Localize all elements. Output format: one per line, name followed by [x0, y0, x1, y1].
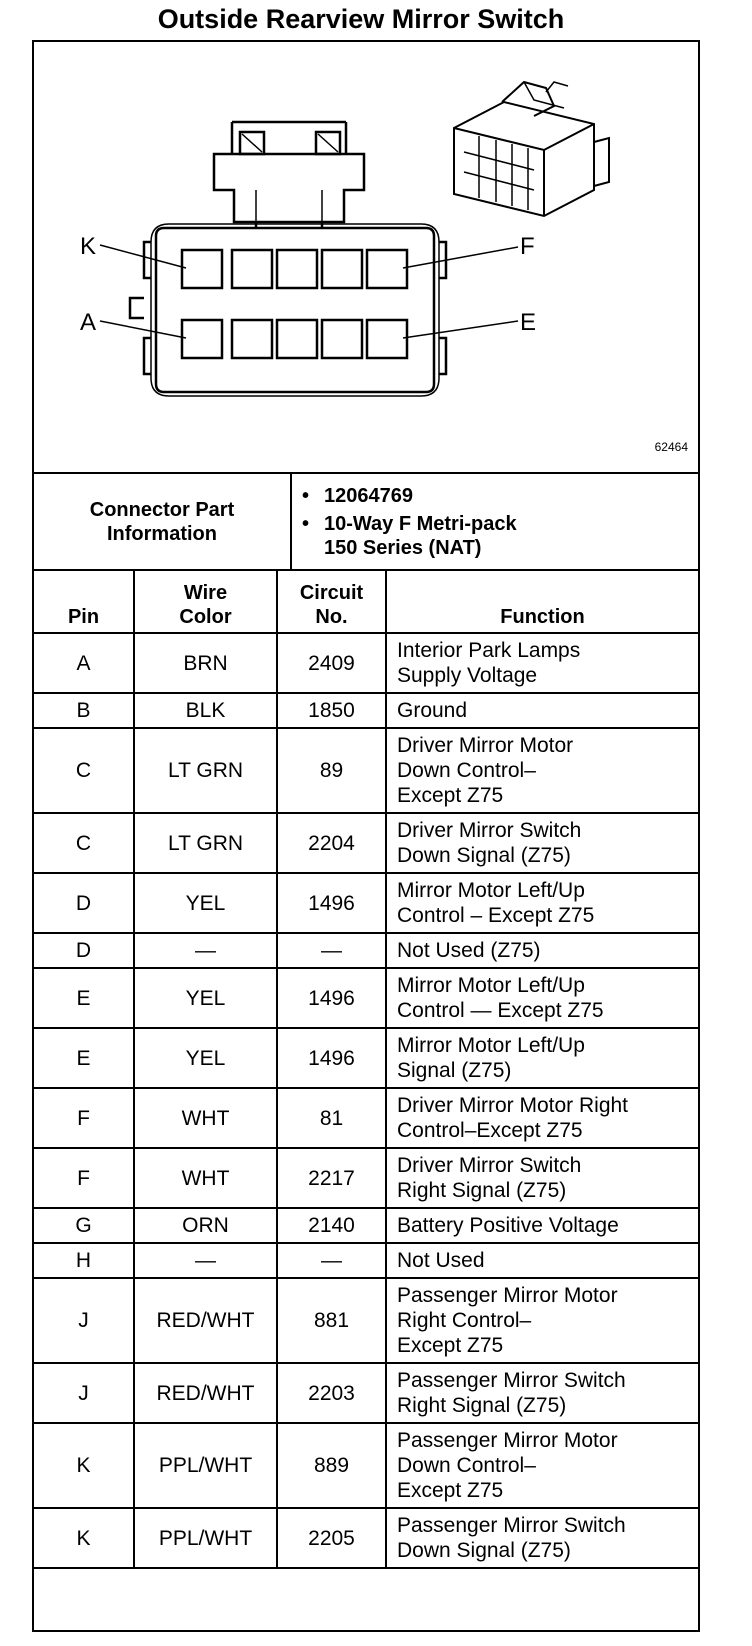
table-row — [34, 1243, 698, 1278]
function-cell — [386, 813, 698, 873]
part-info-item — [302, 484, 517, 508]
pin-label-f: F — [520, 233, 535, 260]
function-line: Right Control– — [397, 1309, 532, 1332]
function-line: Supply Voltage — [397, 664, 538, 687]
function-cell — [386, 1278, 698, 1363]
table-row — [34, 728, 698, 813]
connector-face-drawing — [34, 42, 698, 472]
function-cell — [386, 633, 698, 693]
pin-cell: K — [34, 1508, 134, 1568]
pin-cell: E — [34, 1028, 134, 1088]
function-cell — [386, 1148, 698, 1208]
function-line: Down Signal (Z75) — [397, 844, 571, 867]
page-title: Outside Rearview Mirror Switch — [157, 4, 565, 34]
pin-cell: K — [34, 1423, 134, 1508]
connector-type-line1: 10-Way F Metri-pack — [324, 513, 517, 535]
circuit-cell: 1850 — [277, 693, 386, 728]
pin-label-a: A — [80, 309, 97, 336]
function-line: Except Z75 — [397, 1479, 504, 1502]
wire-color-cell: WHT — [134, 1088, 277, 1148]
pin-cell: J — [34, 1278, 134, 1363]
circuit-cell: 889 — [277, 1423, 386, 1508]
part-info-item — [302, 512, 517, 560]
circuit-cell: 89 — [277, 728, 386, 813]
function-line: Driver Mirror Motor — [397, 734, 574, 757]
figure-number: 62464 — [654, 440, 688, 454]
wire-color-cell: YEL — [134, 1028, 277, 1088]
function-line: Mirror Motor Left/Up — [397, 879, 585, 902]
function-cell — [386, 1423, 698, 1508]
pin-cell: H — [34, 1243, 134, 1278]
table-row — [34, 968, 698, 1028]
function-cell — [386, 873, 698, 933]
function-cell — [386, 693, 698, 728]
wire-color-cell: PPL/WHT — [134, 1508, 277, 1568]
wire-color-cell: RED/WHT — [134, 1278, 277, 1363]
function-line: Control – Except Z75 — [397, 904, 595, 927]
function-cell — [386, 1363, 698, 1423]
function-line: Passenger Mirror Motor — [397, 1429, 618, 1452]
header-wire-color: Wire Color — [134, 571, 277, 633]
part-info-label-line1: Connector Part — [89, 498, 235, 521]
wire-color-cell: RED/WHT — [134, 1363, 277, 1423]
circuit-cell: 2203 — [277, 1363, 386, 1423]
function-line: Driver Mirror Switch — [397, 1154, 582, 1177]
bullet: • — [302, 485, 310, 507]
circuit-cell: — — [277, 933, 386, 968]
bullet: • — [302, 513, 310, 535]
table-row — [34, 1278, 698, 1363]
function-line: Control–Except Z75 — [397, 1119, 583, 1142]
function-line: Right Signal (Z75) — [397, 1179, 567, 1202]
header-function: Function — [386, 571, 698, 633]
connector-diagram — [34, 42, 698, 474]
wire-color-cell: BLK — [134, 693, 277, 728]
function-line: Interior Park Lamps — [397, 639, 581, 662]
function-line: Mirror Motor Left/Up — [397, 1034, 585, 1057]
function-cell — [386, 1243, 698, 1278]
function-line: Right Signal (Z75) — [397, 1394, 567, 1417]
table-row — [34, 693, 698, 728]
wire-color-cell: BRN — [134, 633, 277, 693]
function-line: Driver Mirror Switch — [397, 819, 582, 842]
pin-cell: E — [34, 968, 134, 1028]
header-pin: Pin — [34, 571, 134, 633]
function-line: Down Signal (Z75) — [397, 1539, 571, 1562]
table-row — [34, 813, 698, 873]
pin-cell: J — [34, 1363, 134, 1423]
function-line: Down Control– — [397, 759, 536, 782]
table-row — [34, 1208, 698, 1243]
wire-color-cell: ORN — [134, 1208, 277, 1243]
connector-sheet — [32, 40, 700, 1632]
circuit-cell: 1496 — [277, 873, 386, 933]
function-cell — [386, 933, 698, 968]
function-line: Battery Positive Voltage — [397, 1214, 619, 1237]
table-row — [34, 1028, 698, 1088]
function-line: Passenger Mirror Switch — [397, 1369, 626, 1392]
part-number: 12064769 — [324, 485, 413, 507]
function-cell — [386, 728, 698, 813]
connector-type-line2: 150 Series (NAT) — [324, 537, 482, 559]
function-line: Down Control– — [397, 1454, 536, 1477]
wire-color-cell: — — [134, 933, 277, 968]
pin-table — [34, 571, 698, 1569]
table-row — [34, 1088, 698, 1148]
function-line: Driver Mirror Motor Right — [397, 1094, 629, 1117]
circuit-cell: 1496 — [277, 1028, 386, 1088]
wire-color-cell: YEL — [134, 873, 277, 933]
wire-color-cell: YEL — [134, 968, 277, 1028]
function-line: Mirror Motor Left/Up — [397, 974, 585, 997]
pin-cell: G — [34, 1208, 134, 1243]
function-cell — [386, 968, 698, 1028]
table-row — [34, 1423, 698, 1508]
wire-color-cell: — — [134, 1243, 277, 1278]
function-line: Passenger Mirror Motor — [397, 1284, 618, 1307]
function-line: Signal (Z75) — [397, 1059, 512, 1082]
circuit-cell: 81 — [277, 1088, 386, 1148]
pin-cell: C — [34, 813, 134, 873]
part-info-list — [302, 484, 517, 564]
function-line: Except Z75 — [397, 1334, 504, 1357]
function-cell — [386, 1508, 698, 1568]
pin-cell: B — [34, 693, 134, 728]
circuit-cell: 2205 — [277, 1508, 386, 1568]
function-cell — [386, 1208, 698, 1243]
pin-cell: D — [34, 933, 134, 968]
wire-color-cell: WHT — [134, 1148, 277, 1208]
part-info-label — [34, 474, 292, 569]
connector-part-info — [34, 474, 698, 571]
pin-label-e: E — [520, 309, 537, 336]
pin-label-k: K — [80, 233, 97, 260]
function-line: Control — Except Z75 — [397, 999, 604, 1022]
wire-color-cell: LT GRN — [134, 728, 277, 813]
circuit-cell: 881 — [277, 1278, 386, 1363]
circuit-cell: 1496 — [277, 968, 386, 1028]
function-line: Passenger Mirror Switch — [397, 1514, 626, 1537]
table-row — [34, 633, 698, 693]
header-circuit-no: Circuit No. — [277, 571, 386, 633]
circuit-cell: 2409 — [277, 633, 386, 693]
circuit-cell: — — [277, 1243, 386, 1278]
wire-color-cell: LT GRN — [134, 813, 277, 873]
pin-cell: F — [34, 1088, 134, 1148]
function-line: Not Used (Z75) — [397, 939, 541, 962]
part-info-label-line2: Information — [107, 522, 217, 545]
function-cell — [386, 1088, 698, 1148]
function-line: Ground — [397, 699, 468, 722]
table-row — [34, 873, 698, 933]
pin-cell: C — [34, 728, 134, 813]
table-row — [34, 1363, 698, 1423]
table-header-row — [34, 571, 698, 633]
circuit-cell: 2204 — [277, 813, 386, 873]
pin-cell: F — [34, 1148, 134, 1208]
pin-cell: A — [34, 633, 134, 693]
pin-cell: D — [34, 873, 134, 933]
wire-color-cell: PPL/WHT — [134, 1423, 277, 1508]
circuit-cell: 2217 — [277, 1148, 386, 1208]
function-line: Not Used — [397, 1249, 485, 1272]
function-line: Except Z75 — [397, 784, 504, 807]
function-cell — [386, 1028, 698, 1088]
table-row — [34, 1148, 698, 1208]
table-row — [34, 933, 698, 968]
circuit-cell: 2140 — [277, 1208, 386, 1243]
table-row — [34, 1508, 698, 1568]
